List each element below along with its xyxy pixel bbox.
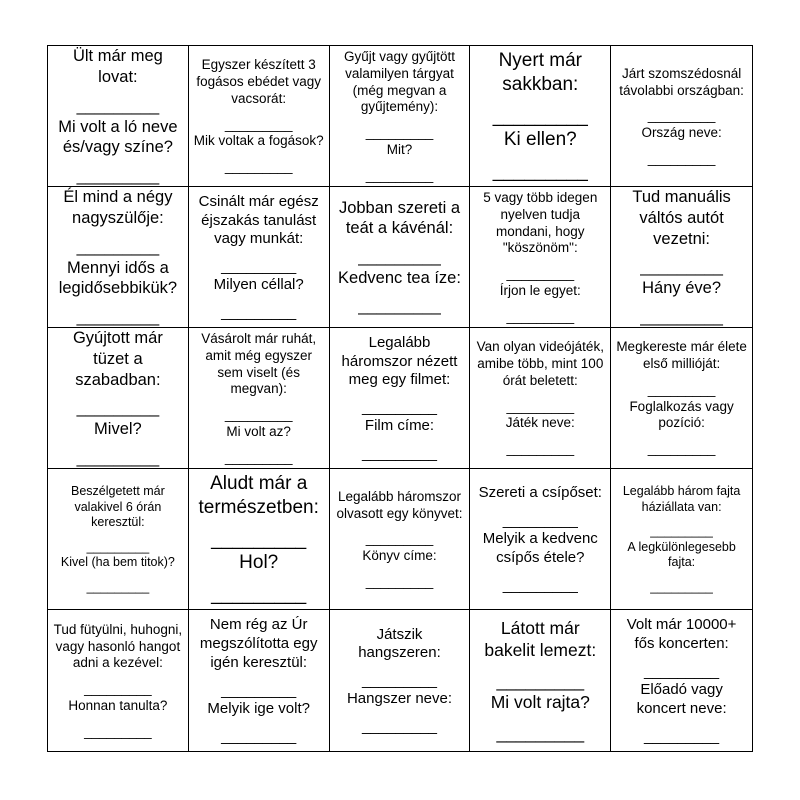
answer-blank-line: _________ <box>76 166 160 185</box>
cell-prompt: Nem rég az Úr megszólította egy igén keresztül: <box>199 616 318 671</box>
bingo-cell <box>611 328 752 469</box>
cell-question: Mit? <box>386 141 413 157</box>
cell-prompt: Jobban szereti a teát a kávénál: <box>338 198 461 238</box>
cell-prompt: Aludt már a természetben: <box>198 473 319 518</box>
answer-blank-line: _________ <box>76 96 160 115</box>
cell-prompt: Volt már 10000+ fős koncerten: <box>626 616 737 652</box>
cell-question: Ország neve: <box>641 124 722 140</box>
answer-blank-line: _________ <box>221 304 297 321</box>
cell-prompt: Gyűjt vagy gyűjtött valamilyen tárgyat (még megvan a gyűjtemény): <box>343 48 456 115</box>
cell-prompt: Gyújtott már tüzet a szabadban: <box>72 329 163 389</box>
cell-prompt: Legalább háromszor olvasott egy könyvet: <box>336 488 463 521</box>
answer-blank-line: _________ <box>496 722 585 743</box>
cell-prompt: Járt szomszédosnál távolabbi országban: <box>619 65 744 98</box>
cell-question: Ki ellen? <box>503 129 577 151</box>
bingo-cell <box>470 187 611 328</box>
bingo-cell <box>330 187 471 328</box>
cell-question: Foglalkozás vagy pozíció: <box>629 398 734 431</box>
bingo-cell <box>470 328 611 469</box>
bingo-cell <box>48 46 189 187</box>
answer-blank-line: _________ <box>647 108 716 124</box>
bingo-cell <box>470 46 611 187</box>
bingo-cell <box>189 187 330 328</box>
bingo-cell <box>330 46 471 187</box>
cell-question: Mennyi idős a legidősebbikük? <box>58 258 178 298</box>
answer-blank-line: _________ <box>224 116 293 132</box>
answer-blank-line: _________ <box>221 727 297 745</box>
cell-prompt: Nyert már sakkban: <box>498 50 582 95</box>
bingo-cell <box>189 46 330 187</box>
cell-question: Könyv címe: <box>362 547 437 563</box>
answer-blank-line: _________ <box>361 672 438 690</box>
cell-prompt: Vásárolt már ruhát, amit még egyszer sem viselt (és megvan): <box>201 330 317 397</box>
cell-prompt: Él mind a négy nagyszülője: <box>63 188 173 227</box>
bingo-cell <box>48 187 189 328</box>
bingo-cell <box>470 469 611 610</box>
bingo-cell <box>48 610 189 751</box>
cell-prompt: Szereti a csípőset: <box>478 484 602 502</box>
cell-question: Hangszer neve: <box>346 690 453 708</box>
bingo-cell <box>189 328 330 469</box>
cell-question: Kedvenc tea íze: <box>338 268 461 287</box>
cell-question: Hány éve? <box>642 279 722 298</box>
bingo-cell <box>189 610 330 751</box>
cell-question: Játék neve: <box>505 415 575 431</box>
answer-blank-line: _________ <box>647 150 716 166</box>
answer-blank-line: _________ <box>211 584 307 606</box>
cell-prompt: Van olyan videójáték, amibe több, mint 100 órát beletett: <box>476 339 604 388</box>
cell-question: Írjon le egyet: <box>499 282 581 298</box>
cell-question: Mi volt rajta? <box>490 691 590 712</box>
cell-question: Előadó vagy koncert neve: <box>636 681 727 717</box>
answer-blank-line: _________ <box>492 161 588 183</box>
cell-question: Kivel (ha bem titok)? <box>60 555 175 570</box>
answer-blank-line: _________ <box>502 576 578 594</box>
cell-question: Honnan tanulta? <box>68 697 168 713</box>
answer-blank-line: _________ <box>506 308 575 324</box>
answer-blank-line: _________ <box>492 105 588 127</box>
answer-blank-line: _________ <box>644 662 720 680</box>
bingo-cell <box>470 610 611 751</box>
answer-blank-line: _________ <box>76 399 160 418</box>
answer-blank-line: _________ <box>76 237 160 256</box>
bingo-cell <box>611 46 752 187</box>
bingo-cell <box>330 469 471 610</box>
answer-blank-line: _________ <box>502 511 578 529</box>
answer-blank-line: _________ <box>84 723 152 739</box>
cell-prompt: Egyszer készített 3 fogásos ebédet vagy vacsorát: <box>196 57 321 106</box>
answer-blank-line: _________ <box>86 539 150 554</box>
answer-blank-line: _________ <box>506 398 575 414</box>
answer-blank-line: _________ <box>650 524 713 539</box>
bingo-cell <box>611 187 752 328</box>
bingo-cell <box>48 328 189 469</box>
answer-blank-line: _________ <box>86 579 150 594</box>
bingo-cell <box>330 328 471 469</box>
cell-question: Melyik a kedvenc csípős étele? <box>482 530 598 566</box>
cell-prompt: Látott már bakelit lemezt: <box>484 618 597 660</box>
bingo-cell <box>330 610 471 751</box>
cell-prompt: Csinált már egész éjszakás tanulást vagy munkát: <box>198 192 319 248</box>
cell-question: Mik voltak a fogások? <box>193 133 324 149</box>
answer-blank-line: _________ <box>76 307 160 326</box>
answer-blank-line: _________ <box>650 579 713 594</box>
answer-blank-line: _________ <box>506 441 575 457</box>
answer-blank-line: _________ <box>506 266 575 282</box>
answer-blank-line: _________ <box>365 573 434 589</box>
answer-blank-line: _________ <box>361 718 438 736</box>
cell-prompt: Megkereste már élete első millióját: <box>616 339 747 372</box>
answer-blank-line: _________ <box>358 247 441 266</box>
bingo-grid <box>47 45 753 752</box>
cell-question: Milyen céllal? <box>213 276 304 294</box>
cell-prompt: Legalább három fajta háziállata van: <box>622 483 741 514</box>
cell-prompt: Tud fütyülni, huhogni, vagy hasonló hangot adni a kezével: <box>53 621 183 671</box>
answer-blank-line: _________ <box>640 258 723 277</box>
answer-blank-line: _________ <box>224 449 293 465</box>
cell-prompt: 5 vagy több idegen nyelven tudja mondani, hogy "köszönöm": <box>483 189 598 256</box>
cell-prompt: Beszélgetett már valakivel 6 órán keresztül: <box>71 483 165 530</box>
bingo-cell <box>611 469 752 610</box>
cell-prompt: Ült már meg lovat: <box>72 47 163 86</box>
answer-blank-line: _________ <box>640 307 723 326</box>
answer-blank-line: _________ <box>211 528 307 550</box>
cell-question: A legkülönlegesebb fajta: <box>627 539 736 570</box>
bingo-cell <box>189 469 330 610</box>
bingo-cell <box>48 469 189 610</box>
answer-blank-line: _________ <box>84 681 152 697</box>
answer-blank-line: _________ <box>365 531 434 547</box>
answer-blank-line: _________ <box>365 125 434 141</box>
answer-blank-line: _________ <box>365 167 434 183</box>
answer-blank-line: _________ <box>221 681 297 699</box>
bingo-cell <box>611 610 752 751</box>
answer-blank-line: _________ <box>647 381 716 397</box>
answer-blank-line: _________ <box>496 670 585 691</box>
cell-prompt: Játszik hangszeren: <box>358 625 441 662</box>
cell-question: Mi volt az? <box>226 423 291 439</box>
cell-question: Film címe: <box>364 417 435 435</box>
answer-blank-line: _________ <box>221 258 297 275</box>
answer-blank-line: _________ <box>644 727 720 745</box>
cell-question: Mivel? <box>94 420 142 439</box>
answer-blank-line: _________ <box>224 407 293 423</box>
answer-blank-line: _________ <box>358 297 441 316</box>
cell-prompt: Tud manuális váltós autót vezetni: <box>632 188 731 248</box>
cell-question: Melyik ige volt? <box>207 699 310 717</box>
cell-prompt: Legalább háromszor nézett meg egy filmet: <box>341 333 458 389</box>
answer-blank-line: _________ <box>361 399 438 416</box>
answer-blank-line: _________ <box>647 441 716 457</box>
cell-question: Hol? <box>239 552 279 574</box>
cell-question: Mi volt a ló neve és/vagy színe? <box>58 117 178 157</box>
answer-blank-line: _________ <box>224 159 293 175</box>
answer-blank-line: _________ <box>76 448 160 467</box>
answer-blank-line: _________ <box>361 445 438 462</box>
